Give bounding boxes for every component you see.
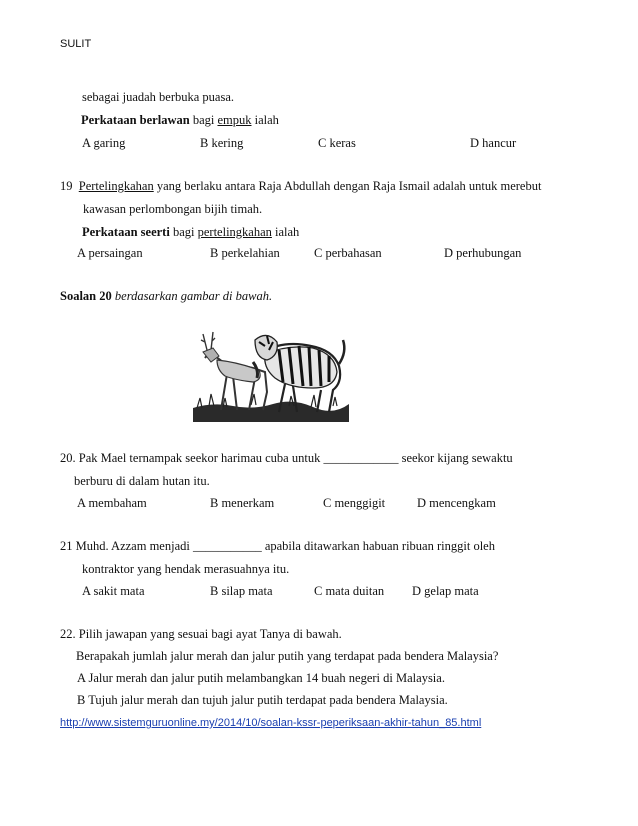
q20-line2: berburu di dalam hutan itu. — [74, 474, 210, 488]
q19-line1 — [60, 179, 541, 194]
q21-option-d[interactable]: D gelap mata — [412, 584, 479, 598]
q18-option-d[interactable]: D hancur — [470, 136, 517, 150]
q18-option-a[interactable]: A garing — [82, 136, 126, 150]
q21-line2: kontraktor yang hendak merasuahnya itu. — [82, 562, 290, 576]
q18-option-b[interactable]: B kering — [200, 136, 244, 150]
q18-line1: sebagai juadah berbuka puasa. — [82, 90, 235, 104]
q20-option-d[interactable]: D mencengkam — [417, 496, 496, 510]
q21-line1: 21 Muhd. Azzam menjadi ___________ apabila ditawarkan habuan ribuan ringgit oleh — [60, 539, 495, 553]
q19-line2: kawasan perlombongan bijih timah. — [83, 202, 263, 216]
q18-prompt-word: empuk — [217, 113, 252, 127]
q19-prompt — [82, 225, 299, 240]
tiger-deer-illustration — [193, 322, 349, 422]
q19-option-d[interactable]: D perhubungan — [444, 246, 522, 260]
q21-option-b[interactable]: B silap mata — [210, 584, 273, 598]
section-heading-bold: Soalan 20 — [60, 289, 112, 303]
q19-line1-rest: yang berlaku antara Raja Abdullah dengan Raja Ismail adalah untuk merebut — [156, 179, 542, 193]
q18-prompt-bold: Perkataan berlawan — [81, 113, 190, 127]
q22-option-a[interactable]: A Jalur merah dan jalur putih melambangkan 14 buah negeri di Malaysia. — [77, 671, 445, 685]
q19-option-b[interactable]: B perkelahian — [210, 246, 280, 260]
q19-word: Pertelingkahan — [78, 179, 154, 193]
q20-option-c[interactable]: C menggigit — [323, 496, 386, 510]
q22-line1: 22. Pilih jawapan yang sesuai bagi ayat Tanya di bawah. — [60, 627, 342, 641]
q19-prompt-end: ialah — [275, 225, 300, 239]
section-heading — [60, 289, 272, 304]
source-link[interactable]: http://www.sistemguruonline.my/2014/10/soalan-kssr-peperiksaan-akhir-tahun_85.html — [60, 717, 482, 729]
q19-option-c[interactable]: C perbahasan — [314, 246, 382, 260]
q21-option-c[interactable]: C mata duitan — [314, 584, 385, 598]
header-label: SULIT — [60, 38, 92, 50]
q19-prompt-word: pertelingkahan — [197, 225, 272, 239]
q20-line1: 20. Pak Mael ternampak seekor harimau cuba untuk ____________ seekor kijang sewaktu — [60, 451, 513, 465]
q18-option-c[interactable]: C keras — [318, 136, 356, 150]
q19-number: 19 — [60, 179, 73, 193]
q22-line2: Berapakah jumlah jalur merah dan jalur putih yang terdapat pada bendera Malaysia? — [76, 649, 499, 663]
q22-option-b[interactable]: B Tujuh jalur merah dan tujuh jalur putih terdapat pada bendera Malaysia. — [77, 693, 448, 707]
q18-prompt-mid: bagi — [192, 113, 215, 127]
q19-prompt-bold: Perkataan seerti — [82, 225, 170, 239]
q19-option-a[interactable]: A persaingan — [77, 246, 143, 260]
q20-option-a[interactable]: A membaham — [77, 496, 147, 510]
q18-prompt — [81, 113, 279, 128]
q21-option-a[interactable]: A sakit mata — [82, 584, 145, 598]
section-heading-italic: berdasarkan gambar di bawah. — [114, 289, 273, 303]
q19-prompt-mid: bagi — [172, 225, 195, 239]
q18-prompt-end: ialah — [254, 113, 279, 127]
tiger-deer-drawing — [193, 322, 349, 422]
q20-option-b[interactable]: B menerkam — [210, 496, 275, 510]
